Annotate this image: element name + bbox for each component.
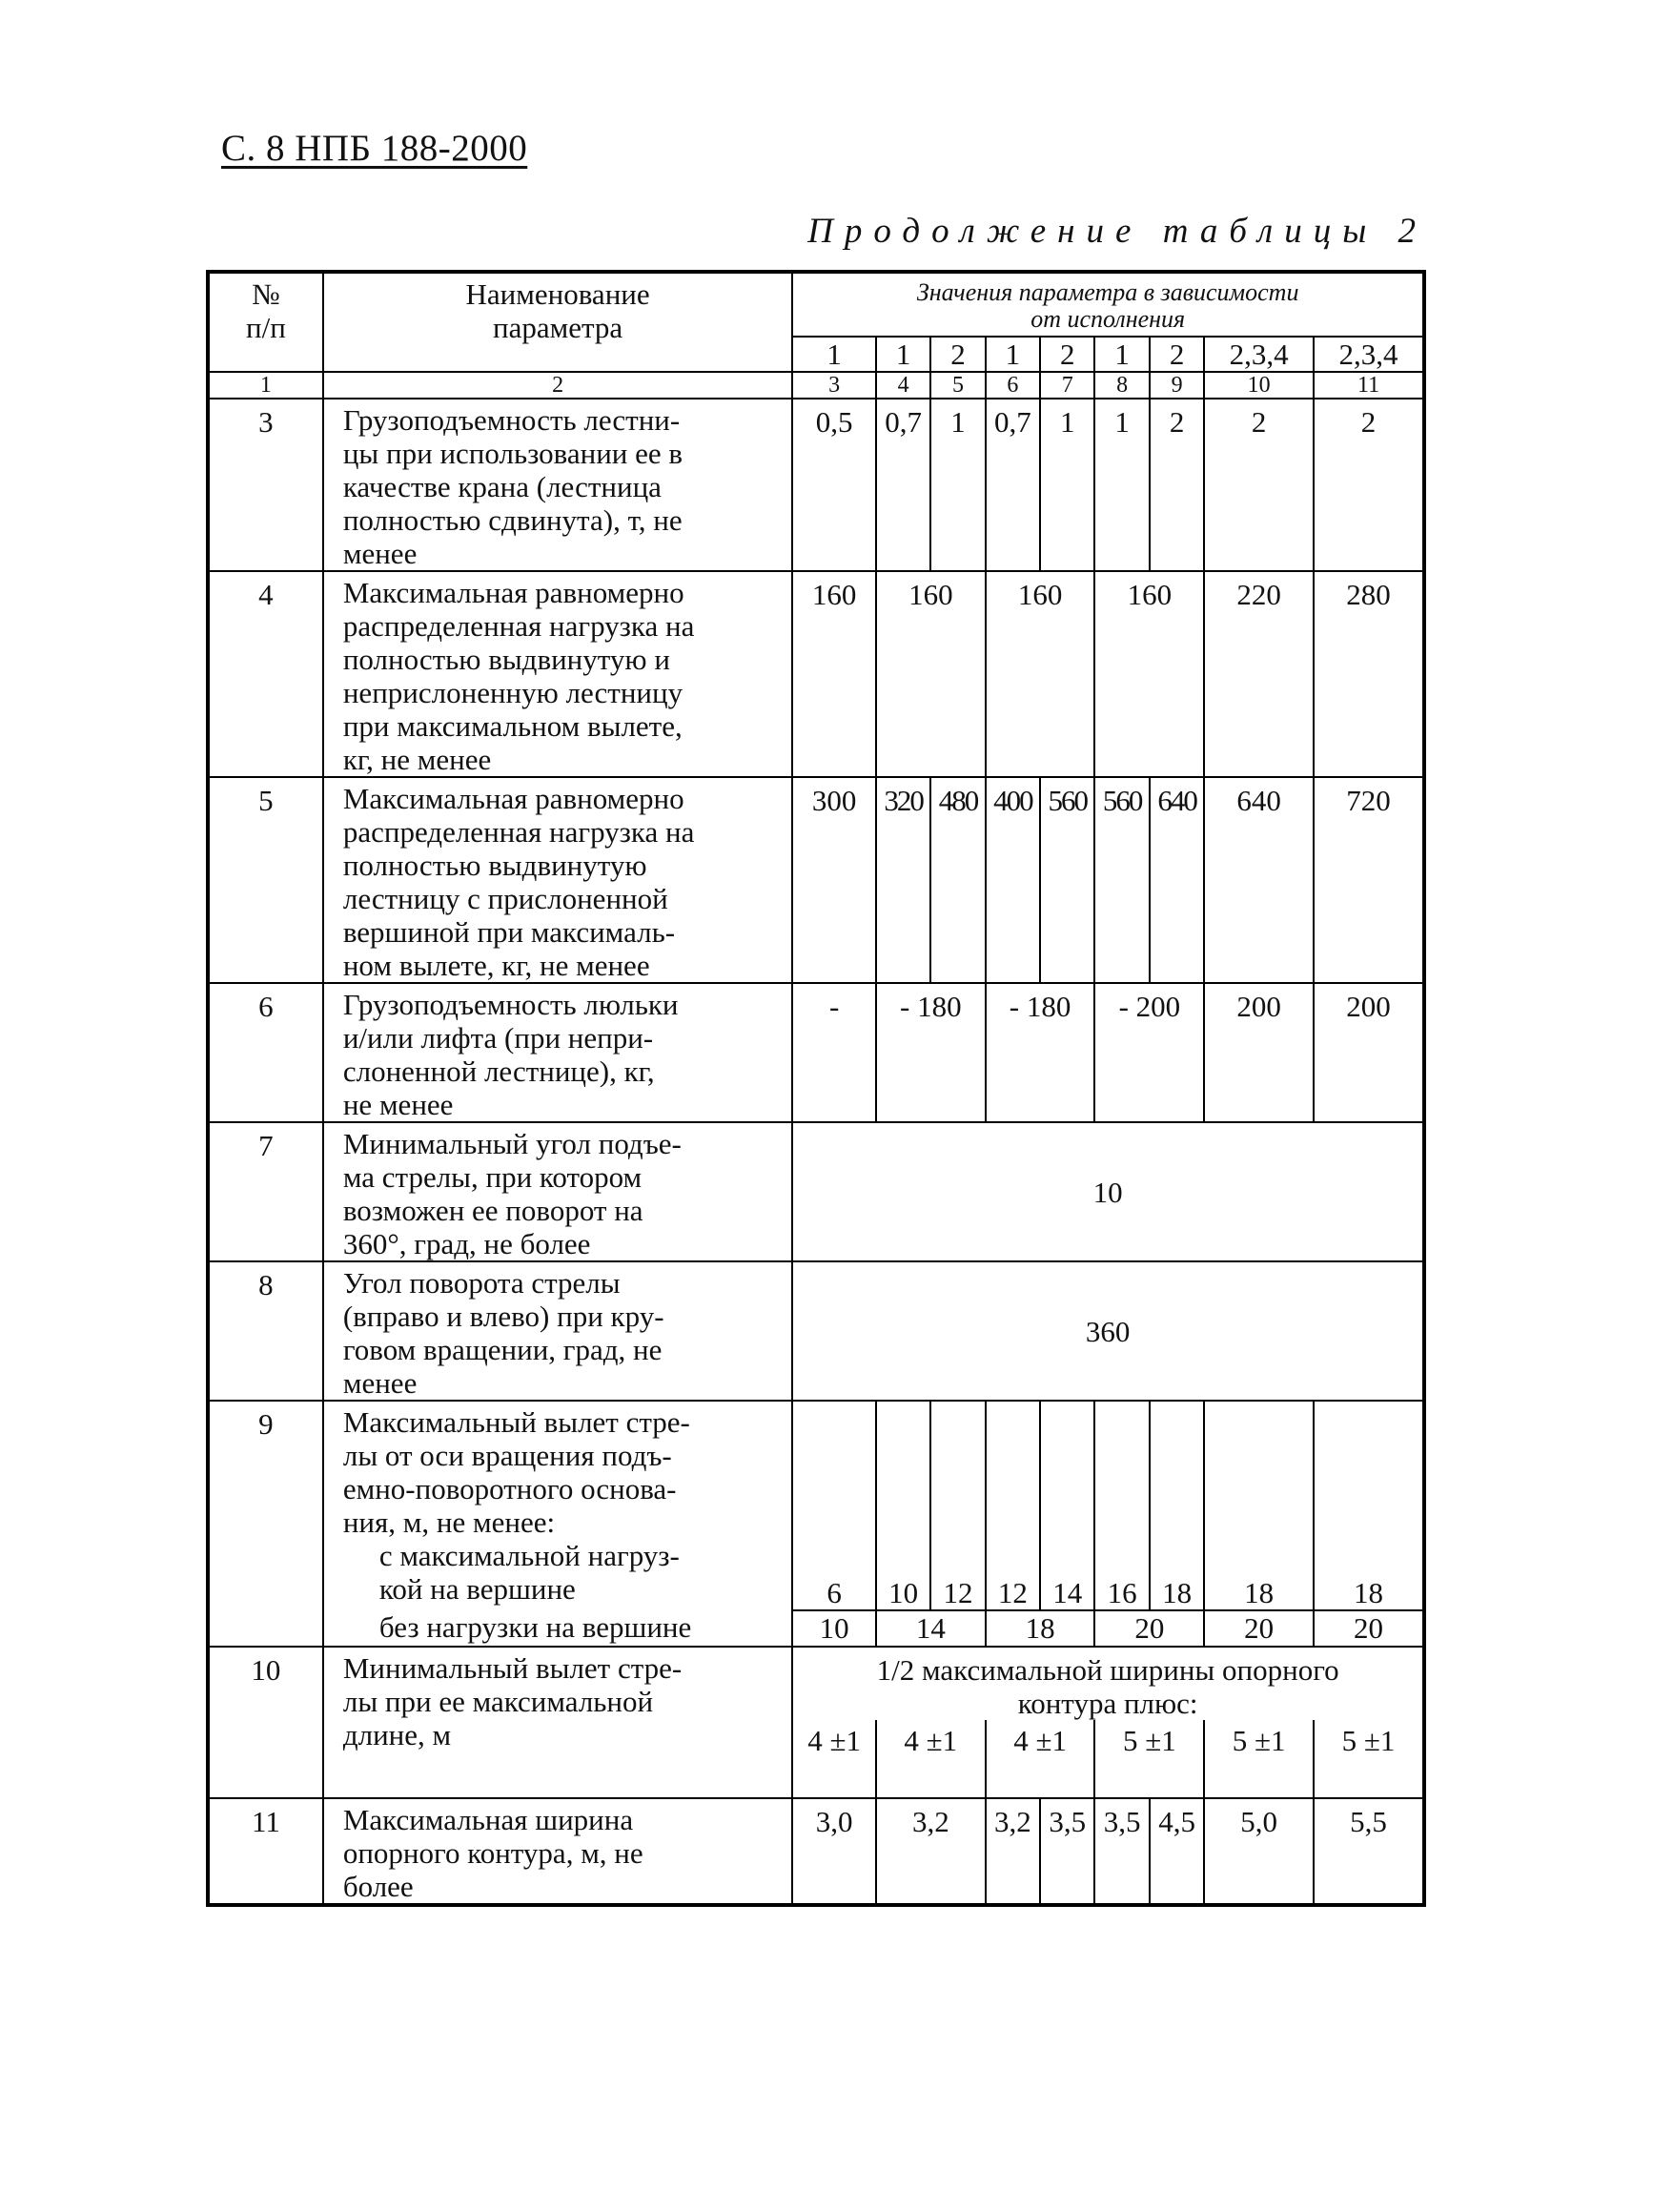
header-exec: 1 — [1094, 337, 1149, 372]
value-cell: 2 — [1150, 399, 1204, 571]
column-number: 9 — [1150, 372, 1204, 399]
header-name: Наименование параметра — [323, 272, 792, 372]
value-cell: 3,2 — [876, 1798, 986, 1905]
row-number: 8 — [208, 1261, 323, 1401]
value-cell: 18 — [1150, 1401, 1204, 1610]
value-cell: 220 — [1204, 571, 1314, 777]
value-cell: 10 — [792, 1122, 1424, 1261]
value-cell: 6 — [792, 1401, 876, 1610]
value-cell: 2 — [1204, 399, 1314, 571]
value-cell: 1 — [930, 399, 985, 571]
column-number: 4 — [876, 372, 930, 399]
row-name: Минимальный вылет стре- лы при ее максимальной длине, м — [323, 1647, 792, 1798]
table-row — [208, 1261, 1424, 1401]
value-cell: 3,2 — [986, 1798, 1040, 1905]
value-cell: - — [792, 983, 876, 1122]
value-cell: 4 ±1 — [876, 1720, 986, 1798]
value-cell: 18 — [1204, 1401, 1314, 1610]
row-number: 4 — [208, 571, 323, 777]
row-number: 5 — [208, 777, 323, 983]
parameters-table — [206, 270, 1426, 1907]
value-cell: 200 — [1204, 983, 1314, 1122]
table-row — [208, 1610, 1424, 1647]
value-cell: 4 ±1 — [792, 1720, 876, 1798]
value-cell: 280 — [1314, 571, 1424, 777]
value-cell: 1 — [1040, 399, 1094, 571]
row-name: Угол поворота стрелы (вправо и влево) при кру- говом вращении, град, не менее — [323, 1261, 792, 1401]
row-name-main: Максимальный вылет стре- лы от оси вращения подъ- емно-поворотного основа- ния, м, не менее: — [342, 1405, 690, 1539]
header-num: № п/п — [208, 272, 323, 372]
row-name: Максимальная равномерно распределенная нагрузка на полностью выдвинутую и неприслоненную лестницу при максимальном вылете, кг, не менее — [323, 571, 792, 777]
value-cell: 10 — [792, 1610, 876, 1647]
value-cell: 200 — [1314, 983, 1424, 1122]
value-cell: 160 — [792, 571, 876, 777]
value-cell: 0,7 — [876, 399, 930, 571]
header-exec: 2 — [930, 337, 985, 372]
table-caption: Продолжение таблицы 2 — [807, 212, 1427, 251]
table-row — [208, 983, 1424, 1122]
value-cell: 3,0 — [792, 1798, 876, 1905]
row-subname: с максимальной нагруз- кой на вершине — [378, 1539, 680, 1606]
column-number: 1 — [208, 372, 323, 399]
value-cell: 12 — [930, 1401, 985, 1610]
value-cell: 4,5 — [1150, 1798, 1204, 1905]
row-number: 10 — [208, 1647, 323, 1798]
header-exec: 1 — [986, 337, 1040, 372]
row-subname: без нагрузки на вершине — [323, 1610, 792, 1647]
row-note: 1/2 максимальной ширины опорного контура плюс: — [792, 1647, 1424, 1720]
value-cell: 14 — [876, 1610, 986, 1647]
value-cell: 400 — [986, 777, 1040, 983]
header-exec: 2 — [1040, 337, 1094, 372]
value-cell: - 200 — [1094, 983, 1204, 1122]
row-number: 11 — [208, 1798, 323, 1905]
value-cell: 360 — [792, 1261, 1424, 1401]
value-cell: 0,5 — [792, 399, 876, 571]
value-cell: 0,7 — [986, 399, 1040, 571]
value-cell: 20 — [1204, 1610, 1314, 1647]
value-cell: 16 — [1094, 1401, 1149, 1610]
row-name — [323, 1401, 792, 1610]
column-number: 5 — [930, 372, 985, 399]
value-cell: 10 — [876, 1401, 930, 1610]
row-number: 9 — [208, 1401, 323, 1647]
header-exec: 2 — [1150, 337, 1204, 372]
column-number: 7 — [1040, 372, 1094, 399]
page-header: С. 8 НПБ 188-2000 — [221, 128, 528, 169]
table-row — [208, 1647, 1424, 1720]
row-name: Максимальная равномерно распределенная нагрузка на полностью выдвинутую лестницу с прислоненной вершиной при максималь- ном вылете, кг, не менее — [323, 777, 792, 983]
row-name: Минимальный угол подъе- ма стрелы, при котором возможен ее поворот на 360°, град, не более — [323, 1122, 792, 1261]
column-number: 10 — [1204, 372, 1314, 399]
value-cell: - 180 — [876, 983, 986, 1122]
value-cell: 5 ±1 — [1094, 1720, 1204, 1798]
row-number: 7 — [208, 1122, 323, 1261]
row-name: Грузоподъемность лестни- цы при использовании ее в качестве крана (лестница полностью сдвинута), т, не менее — [323, 399, 792, 571]
table-row — [208, 571, 1424, 777]
value-cell: 20 — [1094, 1610, 1204, 1647]
value-cell: 5,0 — [1204, 1798, 1314, 1905]
value-cell: 720 — [1314, 777, 1424, 983]
column-number: 3 — [792, 372, 876, 399]
table-row — [208, 1401, 1424, 1610]
column-number: 11 — [1314, 372, 1424, 399]
value-cell: 18 — [1314, 1401, 1424, 1610]
value-cell: 5 ±1 — [1204, 1720, 1314, 1798]
header-values: Значения параметра в зависимости от исполнения — [792, 272, 1424, 337]
value-cell: 2 — [1314, 399, 1424, 571]
value-cell: 160 — [1094, 571, 1204, 777]
value-cell: 4 ±1 — [986, 1720, 1095, 1798]
value-cell: 560 — [1040, 777, 1094, 983]
value-cell: 560 — [1094, 777, 1149, 983]
value-cell: 640 — [1150, 777, 1204, 983]
row-name: Максимальная ширина опорного контура, м, не более — [323, 1798, 792, 1905]
value-cell: - 180 — [986, 983, 1095, 1122]
row-name: Грузоподъемность люльки и/или лифта (при непри- слоненной лестнице), кг, не менее — [323, 983, 792, 1122]
table-row — [208, 1122, 1424, 1261]
value-cell: 160 — [876, 571, 986, 777]
value-cell: 320 — [876, 777, 930, 983]
value-cell: 3,5 — [1094, 1798, 1149, 1905]
value-cell: 5,5 — [1314, 1798, 1424, 1905]
value-cell: 640 — [1204, 777, 1314, 983]
row-number: 3 — [208, 399, 323, 571]
column-number: 2 — [323, 372, 792, 399]
value-cell: 20 — [1314, 1610, 1424, 1647]
header-exec: 1 — [876, 337, 930, 372]
value-cell: 300 — [792, 777, 876, 983]
value-cell: 5 ±1 — [1314, 1720, 1424, 1798]
value-cell: 18 — [986, 1610, 1095, 1647]
value-cell: 160 — [986, 571, 1095, 777]
header-exec: 1 — [792, 337, 876, 372]
table-row — [208, 399, 1424, 571]
value-cell: 1 — [1094, 399, 1149, 571]
header-exec: 2,3,4 — [1204, 337, 1314, 372]
column-number: 6 — [986, 372, 1040, 399]
header-exec: 2,3,4 — [1314, 337, 1424, 372]
value-cell: 480 — [930, 777, 985, 983]
row-number: 6 — [208, 983, 323, 1122]
column-number: 8 — [1094, 372, 1149, 399]
table-row — [208, 777, 1424, 983]
table-row — [208, 1798, 1424, 1905]
value-cell: 12 — [986, 1401, 1040, 1610]
value-cell: 3,5 — [1040, 1798, 1094, 1905]
value-cell: 14 — [1040, 1401, 1094, 1610]
